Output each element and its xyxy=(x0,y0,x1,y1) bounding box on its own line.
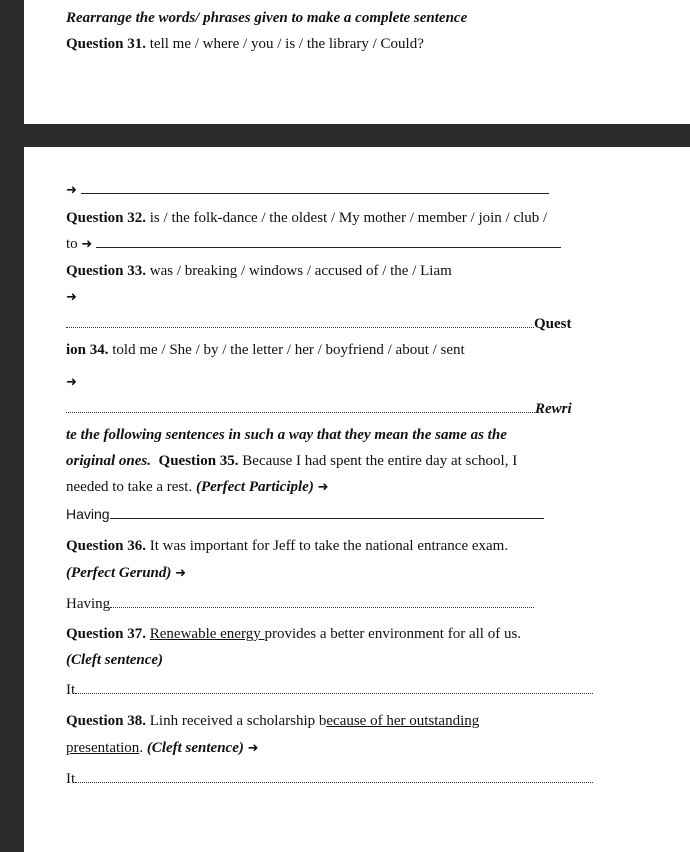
answer-38-start: It xyxy=(66,771,76,787)
answer-34-line xyxy=(66,400,572,418)
answer-38-blank[interactable] xyxy=(75,781,593,783)
answer-32-line xyxy=(66,235,561,254)
question-35-hint: (Perfect Participle) xyxy=(195,479,314,495)
arrow-icon: ➜ xyxy=(317,480,329,495)
question-36-text: It was important for Jeff to take the national entrance exam. xyxy=(146,538,509,554)
question-33-text: was / breaking / windows / accused of / the / Liam xyxy=(146,263,452,279)
question-33 xyxy=(66,262,452,280)
arrow-icon: ➜ xyxy=(66,290,77,305)
question-37-underlined: Renewable energy xyxy=(149,626,265,642)
answer-36-line xyxy=(66,595,534,613)
answer-34-blank[interactable] xyxy=(66,411,535,413)
question-35-label: Question 35. xyxy=(158,453,239,469)
answer-38-line xyxy=(66,770,593,788)
question-31-label: Question 31. xyxy=(66,36,147,52)
question-37-label: Question 37. xyxy=(66,626,147,642)
question-35-text: Because I had spent the entire day at school, I xyxy=(238,453,518,469)
question-38-underlined-b: presentation xyxy=(66,740,140,756)
question-32-continuation: to xyxy=(66,236,78,252)
question-36 xyxy=(66,537,508,555)
answer-31-line xyxy=(66,181,549,200)
arrow-icon: ➜ xyxy=(66,375,77,390)
question-34 xyxy=(66,341,465,359)
answer-36-start: Having xyxy=(66,596,111,612)
arrow-icon: ➜ xyxy=(175,566,187,581)
question-31-text: tell me / where / you / is / the library / Could? xyxy=(146,36,424,52)
dark-divider-band xyxy=(24,124,690,147)
question-38-text-b: . xyxy=(139,740,147,756)
answer-32-blank[interactable] xyxy=(96,246,561,248)
question-36-hint: (Perfect Gerund) xyxy=(66,565,172,581)
question-35 xyxy=(66,452,517,470)
question-38-text-a: Linh received a scholarship b xyxy=(146,713,327,729)
section-b-heading-part1: Rewri xyxy=(535,401,572,417)
question-38-label: Question 38. xyxy=(66,713,147,729)
question-34-label-part2: ion 34. xyxy=(66,342,109,358)
arrow-icon: ➜ xyxy=(81,237,93,252)
answer-35-blank[interactable] xyxy=(110,517,544,519)
section-b-heading-part2: te the following sentences in such a way that they mean the same as the xyxy=(66,427,507,443)
question-35-text2: needed to take a rest. xyxy=(66,479,196,495)
answer-34-arrow-line xyxy=(66,373,77,392)
section-b-heading-part3: original ones. xyxy=(66,453,152,469)
answer-33-blank[interactable] xyxy=(66,326,534,328)
question-38-underlined-a: ecause of her outstanding xyxy=(326,713,480,729)
question-37-hint-line xyxy=(66,651,163,669)
question-33-label: Question 33. xyxy=(66,263,147,279)
arrow-icon: ➜ xyxy=(247,741,259,756)
answer-33-arrow-line xyxy=(66,288,77,307)
arrow-icon: ➜ xyxy=(66,183,77,198)
section-a-heading: Rearrange the words/ phrases given to make a complete sentence xyxy=(66,10,468,26)
answer-37-start: It xyxy=(66,682,76,698)
answer-37-line xyxy=(66,681,593,699)
answer-35-line xyxy=(66,505,544,523)
left-dark-margin xyxy=(0,0,24,852)
question-34-label-part1: Quest xyxy=(534,316,572,332)
question-38-hint: (Cleft sentence) xyxy=(146,740,244,756)
question-35-cont xyxy=(66,478,328,497)
answer-31-blank[interactable] xyxy=(81,192,549,194)
question-34-text: told me / She / by / the letter / her / boyfriend / about / sent xyxy=(108,342,465,358)
question-38 xyxy=(66,712,479,730)
question-36-label: Question 36. xyxy=(66,538,147,554)
question-37-text: provides a better environment for all of us. xyxy=(264,626,522,642)
question-32-label: Question 32. xyxy=(66,210,147,226)
answer-36-blank[interactable] xyxy=(110,606,534,608)
question-37-hint: (Cleft sentence) xyxy=(66,652,164,668)
answer-37-blank[interactable] xyxy=(75,692,593,694)
question-37 xyxy=(66,625,521,643)
question-32 xyxy=(66,209,547,227)
question-38-cont xyxy=(66,739,259,758)
question-36-hint-line xyxy=(66,564,186,583)
answer-33-line xyxy=(66,315,572,333)
question-31 xyxy=(66,35,424,53)
answer-35-start: Having xyxy=(66,506,110,522)
question-32-text: is / the folk-dance / the oldest / My mother / member / join / club / xyxy=(146,210,548,226)
